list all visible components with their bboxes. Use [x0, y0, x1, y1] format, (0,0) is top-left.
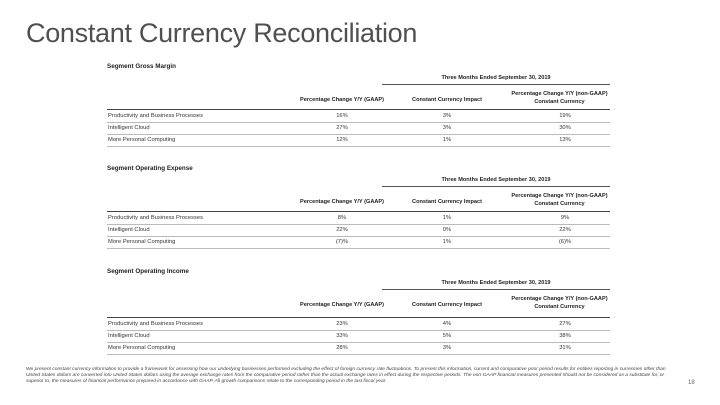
- column-header-impact: Constant Currency Impact: [412, 97, 482, 103]
- row-label: Productivity and Business Processes: [108, 215, 204, 221]
- impact-value: 1%: [442, 137, 452, 143]
- table-row: [107, 213, 610, 225]
- row-label: Intelligent Cloud: [108, 227, 150, 233]
- column-header-impact: Constant Currency Impact: [412, 302, 482, 308]
- table-row: [107, 343, 610, 355]
- period-rule: [382, 289, 610, 290]
- impact-value: 0%: [442, 227, 452, 233]
- page-title: Constant Currency Reconciliation: [26, 18, 418, 48]
- row-label: More Personal Computing: [108, 137, 176, 143]
- period-label: Three Months Ended September 30, 2019: [441, 280, 551, 286]
- cc-value: 19%: [559, 113, 571, 119]
- gaap-value: 22%: [336, 227, 348, 233]
- impact-value: 3%: [442, 345, 452, 351]
- gaap-value: 23%: [336, 321, 348, 327]
- period-rule: [382, 84, 610, 85]
- segment-gross-margin-table: [107, 63, 610, 153]
- period-rule: [382, 186, 610, 187]
- impact-value: 1%: [442, 239, 452, 245]
- table-row: [107, 111, 610, 123]
- table-row: [107, 225, 610, 237]
- table-row: [107, 237, 610, 249]
- impact-value: 5%: [442, 333, 452, 339]
- table-row: [107, 135, 610, 147]
- gaap-value: 16%: [336, 113, 348, 119]
- column-header-impact: Constant Currency Impact: [412, 199, 482, 205]
- column-header-cc: Percentage Change Y/Y (non-GAAP) Constant Currency: [511, 91, 608, 105]
- header-rule: [107, 211, 610, 212]
- cc-value: 38%: [559, 333, 571, 339]
- row-label: Productivity and Business Processes: [108, 321, 204, 327]
- segment-operating-income-table: [107, 268, 610, 358]
- cc-value: 9%: [560, 215, 570, 221]
- gaap-value: 8%: [337, 215, 347, 221]
- table-row: [107, 123, 610, 135]
- cc-value: 31%: [559, 345, 571, 351]
- impact-value: 1%: [442, 215, 452, 221]
- table-row: [107, 319, 610, 331]
- period-label: Three Months Ended September 30, 2019: [441, 177, 551, 183]
- row-label: Intelligent Cloud: [108, 333, 150, 339]
- section-title: Segment Operating Income: [107, 268, 189, 275]
- row-label: More Personal Computing: [108, 239, 176, 245]
- column-header-cc: Percentage Change Y/Y (non-GAAP) Constant Currency: [511, 193, 608, 207]
- row-label: Intelligent Cloud: [108, 125, 150, 131]
- impact-value: 4%: [442, 321, 452, 327]
- gaap-value: 33%: [336, 333, 348, 339]
- footnote: We present constant currency information to provide a framework for assessing how our underlying businesses performed excluding the effect of foreign currency rate fluctuations. To present this information, current and comparative prior period results for entities reporting in currencies other than United States dollars are converted into United States dollars using the average exchange rates from the comparative period rather than the actual exchange rates in effect during the respective periods. The non-GAAP financial measures presented should not be considered as a substitute for, or superior to, the measures of financial performance prepared in accordance with GAAP. All growth comparisons relate to the corresponding period in the last fiscal year.: [26, 367, 666, 384]
- cc-value: 22%: [559, 227, 571, 233]
- gaap-value: 28%: [336, 345, 348, 351]
- row-label: Productivity and Business Processes: [108, 113, 204, 119]
- header-rule: [107, 109, 610, 110]
- cc-value: 13%: [559, 137, 571, 143]
- segment-operating-expense-table: [107, 165, 610, 255]
- column-header-cc: Percentage Change Y/Y (non-GAAP) Constant Currency: [511, 296, 608, 310]
- cc-value: 30%: [559, 125, 571, 131]
- cc-value: (6)%: [558, 239, 572, 245]
- gaap-value: 27%: [336, 125, 348, 131]
- section-title: Segment Gross Margin: [107, 63, 176, 70]
- column-header-gaap: Percentage Change Y/Y (GAAP): [299, 199, 385, 205]
- gaap-value: (7)%: [335, 239, 349, 245]
- section-title: Segment Operating Expense: [107, 165, 193, 172]
- row-label: More Personal Computing: [108, 345, 176, 351]
- impact-value: 3%: [442, 113, 452, 119]
- column-header-gaap: Percentage Change Y/Y (GAAP): [299, 97, 385, 103]
- period-label: Three Months Ended September 30, 2019: [441, 75, 551, 81]
- column-header-gaap: Percentage Change Y/Y (GAAP): [299, 302, 385, 308]
- page-number: 18: [688, 380, 695, 386]
- cc-value: 27%: [559, 321, 571, 327]
- table-row: [107, 331, 610, 343]
- gaap-value: 12%: [336, 137, 348, 143]
- header-rule: [107, 317, 610, 318]
- impact-value: 3%: [442, 125, 452, 131]
